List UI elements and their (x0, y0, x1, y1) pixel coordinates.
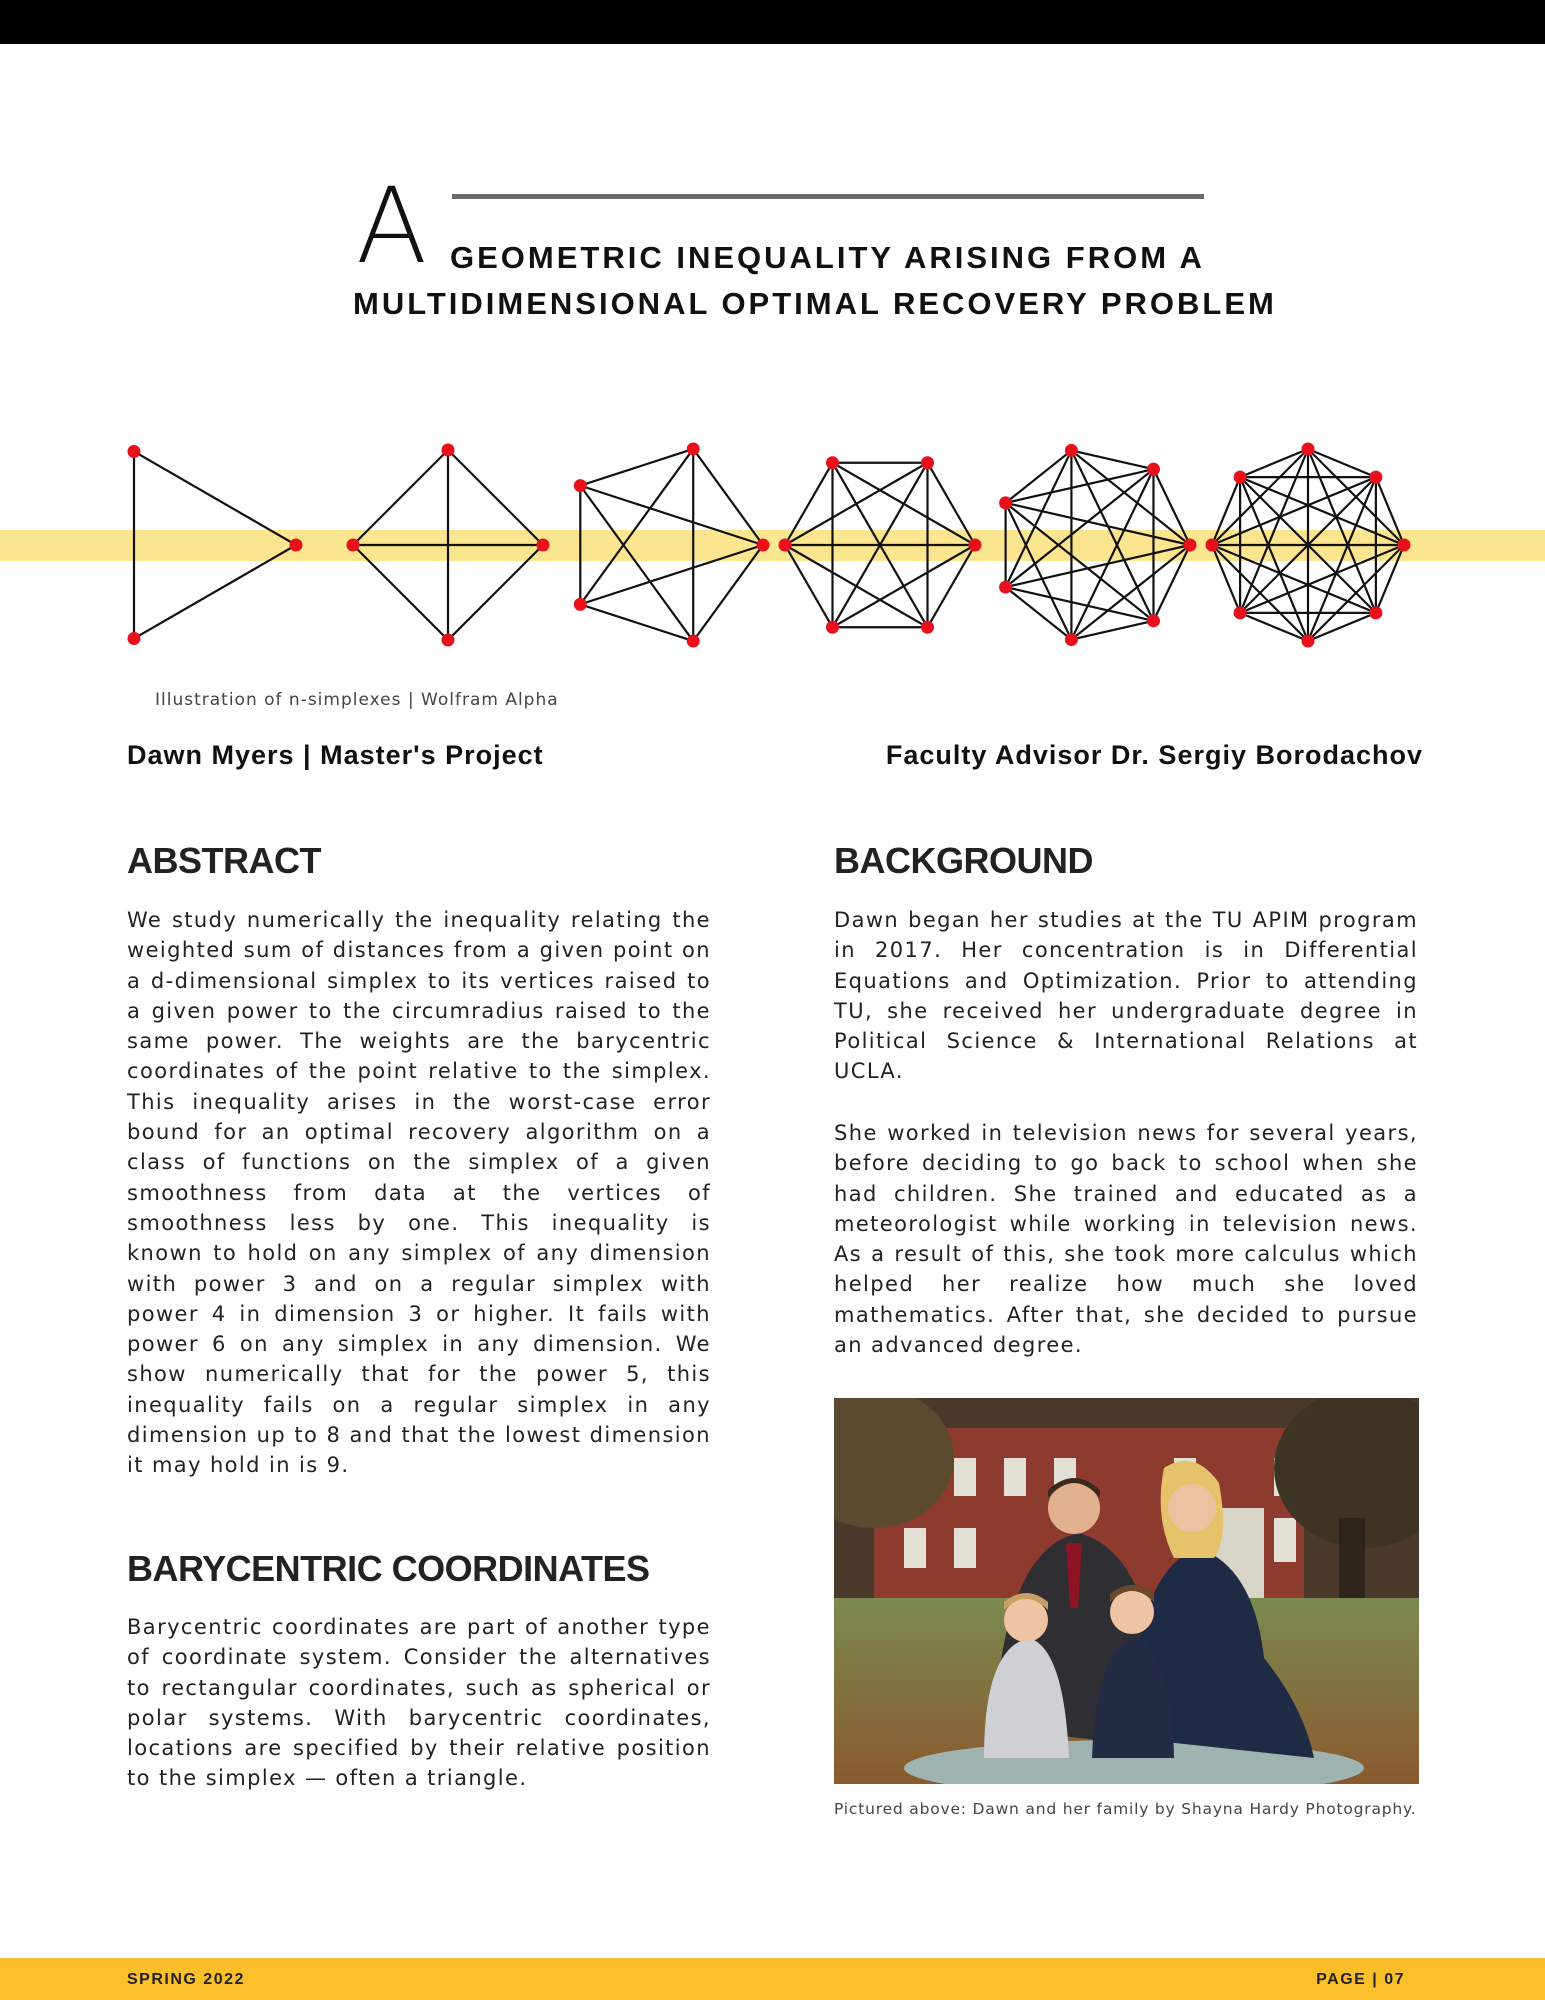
simplex-edge (1153, 469, 1190, 545)
simplex-vertex (1065, 633, 1078, 646)
simplex-vertex (1234, 471, 1247, 484)
simplex-vertex (999, 496, 1012, 509)
byline-advisor: Faculty Advisor Dr. Sergiy Borodachov (885, 740, 1423, 770)
simplex-vertex (1184, 539, 1197, 552)
simplex-vertex (442, 634, 455, 647)
simplex-vertex (687, 635, 700, 648)
simplex-edge (1071, 469, 1153, 639)
simplex-8-vertices (1206, 443, 1411, 648)
simplex-edge (353, 545, 448, 640)
abstract-heading: ABSTRACT (127, 840, 321, 881)
simplex-vertex (921, 456, 934, 469)
simplex-vertex (826, 456, 839, 469)
title-drop-cap: A (356, 165, 428, 287)
simplex-vertex (290, 539, 303, 552)
simplex-edge (353, 450, 448, 545)
background-paragraph-2: She worked in television news for several years, before deciding to go back to school when she had children. She trained and educated as a meteorologist while working in television news. As a result of this, she took more calculus which helped her realize how much she loved mathematics. After that, she decided to pursue an advanced degree. (834, 1121, 1418, 1358)
illustration-caption: Illustration of n-simplexes | Wolfram Alpha (155, 690, 559, 710)
simplex-vertex (442, 444, 455, 457)
title-line-1: GEOMETRIC INEQUALITY ARISING FROM A (450, 240, 1205, 275)
simplex-6-vertices (779, 456, 982, 634)
simplex-7-vertices (999, 444, 1196, 646)
simplex-vertex (1234, 606, 1247, 619)
simplex-edge (1006, 503, 1072, 640)
simplex-vertex (779, 539, 792, 552)
title-rule (452, 194, 1204, 199)
simplex-vertex (1065, 444, 1078, 457)
simplex-edge (580, 449, 693, 604)
simplex-edge (1153, 545, 1190, 621)
simplex-vertex (1302, 635, 1315, 648)
simplex-vertex (1206, 539, 1219, 552)
simplex-edge (134, 451, 296, 545)
family-photo (834, 1398, 1419, 1784)
simplex-vertex (1369, 606, 1382, 619)
simplex-vertex (128, 445, 141, 458)
simplex-vertex (999, 581, 1012, 594)
page-number: PAGE | 07 (1316, 1971, 1405, 1988)
background-paragraph-1: Dawn began her studies at the TU APIM program in 2017. Her concentration is in Differential Equations and Optimization. Prior to attending TU, she received her undergraduate degree in Political Science & International Relations at UCLA. (834, 908, 1418, 1084)
title-line-2: MULTIDIMENSIONAL OPTIMAL RECOVERY PROBLEM (353, 286, 1277, 321)
simplex-vertex (1369, 471, 1382, 484)
barycentric-heading: BARYCENTRIC COORDINATES (127, 1548, 650, 1589)
simplex-edge (1006, 450, 1072, 587)
simplex-vertex (1147, 614, 1160, 627)
simplex-vertex (537, 539, 550, 552)
simplex-vertex (687, 442, 700, 455)
simplex-vertex (1147, 463, 1160, 476)
simplex-4-vertices (347, 444, 550, 647)
abstract-text: We study numerically the inequality relating the weighted sum of distances from a given point on a d-dimensional simplex to its vertices raised to a given power to the circumradius raised to the same power. The weights are the barycentric coordinates of the point relative to the simplex. This inequality arises in the worst-case error bound for an optimal recovery algorithm on a class of functions on the simplex of a given smoothness from data at the vertices of smoothness less by one. This inequality is known to hold on any simplex of any dimension with power 3 and on a regular simplex with power 4 in dimension 3 or higher. It fails with power 6 on any simplex in any dimension. We show numerically that for the power 5, this inequality fails on a regular simplex in any dimension up to 8 and that the lowest dimension it may hold in is 9. (127, 908, 711, 1478)
simplex-edge (785, 463, 928, 545)
simplex-vertex (347, 539, 360, 552)
simplex-5-vertices (574, 442, 770, 647)
simplex-edge (448, 450, 543, 545)
simplex-vertex (128, 632, 141, 645)
simplex-vertex (921, 621, 934, 634)
simplex-vertex (1398, 539, 1411, 552)
simplex-edge (693, 545, 763, 641)
footer-bar (0, 1958, 1545, 2000)
simplex-edge (693, 449, 763, 545)
simplex-vertex (826, 621, 839, 634)
simplex-edge (580, 486, 693, 641)
simplex-vertex (574, 598, 587, 611)
barycentric-text: Barycentric coordinates are part of another type of coordinate system. Consider the alternatives to rectangular coordinates, such as spherical or polar systems. With barycentric coordinates, locations are specified by their relative position to the simplex — often a triangle. (127, 1615, 711, 1791)
simplex-edge (448, 545, 543, 640)
simplex-vertex (574, 479, 587, 492)
simplex-edge (580, 604, 693, 641)
simplex-edge (928, 463, 976, 545)
simplex-3-vertices (128, 445, 303, 645)
simplex-edge (785, 463, 833, 545)
simplex-vertex (969, 539, 982, 552)
simplex-illustration (0, 420, 1545, 670)
simplex-vertex (1302, 443, 1315, 456)
simplex-edge (785, 545, 833, 627)
article-title (0, 165, 1545, 330)
simplex-edge (928, 545, 976, 627)
top-bar (0, 0, 1545, 44)
simplex-edge (580, 449, 693, 486)
simplex-edge (580, 545, 763, 604)
byline-author: Dawn Myers | Master's Project (127, 740, 544, 770)
background-heading: BACKGROUND (834, 840, 1093, 881)
footer-season: SPRING 2022 (127, 1971, 245, 1988)
simplex-vertex (757, 539, 770, 552)
simplex-edge (134, 545, 296, 639)
simplex-edge (1071, 450, 1153, 620)
simplex-edge (580, 486, 763, 545)
photo-caption: Pictured above: Dawn and her family by Shayna Hardy Photography. (834, 1800, 1417, 1818)
